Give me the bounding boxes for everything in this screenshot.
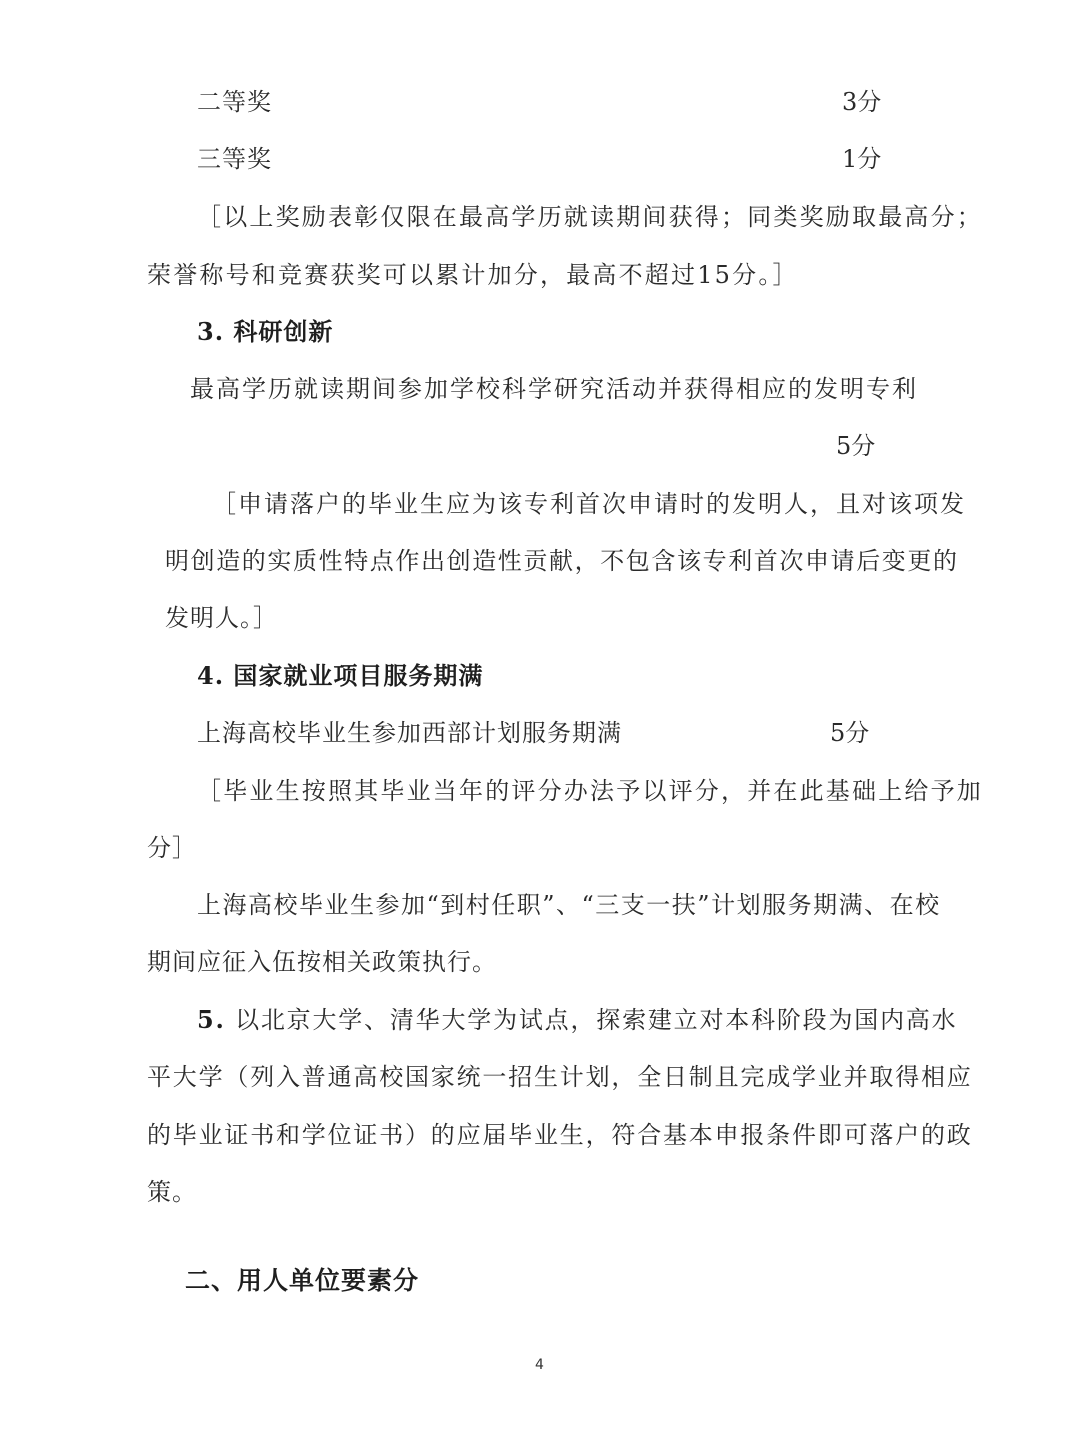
research-note-line-2: 明创造的实质性特点作出创造性贡献，不包含该专利首次申请后变更的 — [165, 547, 959, 575]
national-service-note-line-1: ［毕业生按照其毕业当年的评分办法予以评分，并在此基础上给予加 — [197, 777, 983, 805]
pilot-line-1-text: 以北京大学、清华大学为试点，探索建立对本科阶段为国内高水 — [225, 1006, 958, 1034]
awards-note-line-2: 荣誉称号和竞赛获奖可以累计加分，最高不超过15分。］ — [147, 261, 799, 289]
national-service-para-line-2: 期间应征入伍按相关政策执行。 — [147, 948, 497, 976]
national-service-heading: 4. 国家就业项目服务期满 — [197, 661, 484, 690]
page-number: 4 — [535, 1357, 544, 1373]
pilot-line-2: 平大学（列入普通高校国家统一招生计划，全日制且完成学业并取得相应 — [147, 1063, 973, 1091]
research-note-line-1: ［申请落户的毕业生应为该专利首次申请时的发明人，且对该项发 — [212, 490, 966, 518]
third-prize-score: 1分 — [842, 145, 882, 173]
national-service-para-line-1: 上海高校毕业生参加“到村任职”、“三支一扶”计划服务期满、在校 — [197, 891, 941, 919]
research-note-line-3: 发明人。］ — [165, 604, 278, 632]
third-prize-label: 三等奖 — [197, 145, 272, 173]
national-service-score: 5分 — [830, 719, 870, 747]
national-service-note-line-2: 分］ — [147, 834, 197, 862]
second-prize-label: 二等奖 — [197, 88, 272, 116]
pilot-line-4: 策。 — [147, 1178, 197, 1206]
pilot-line-1 — [197, 1004, 957, 1036]
research-item: 最高学历就读期间参加学校科学研究活动并获得相应的发明专利 — [190, 375, 918, 403]
section-2-heading: 二、用人单位要素分 — [185, 1266, 420, 1295]
national-service-item: 上海高校毕业生参加西部计划服务期满 — [197, 719, 622, 747]
pilot-line-3: 的毕业证书和学位证书）的应届毕业生，符合基本申报条件即可落户的政 — [147, 1121, 973, 1149]
research-heading: 3. 科研创新 — [197, 317, 334, 346]
second-prize-score: 3分 — [842, 88, 882, 116]
pilot-number: 5. — [197, 1005, 226, 1034]
research-score: 5分 — [836, 432, 876, 460]
awards-note-line-1: ［以上奖励表彰仅限在最高学历就读期间获得；同类奖励取最高分； — [197, 203, 983, 231]
